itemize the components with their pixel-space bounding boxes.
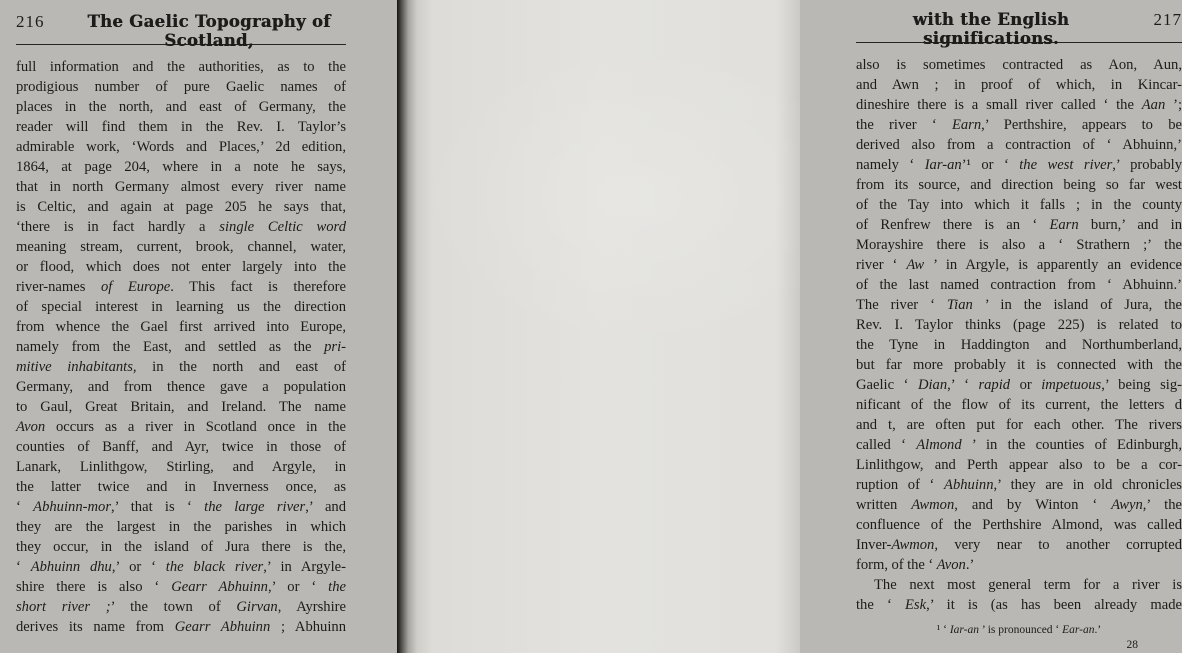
text-line: dineshire there is a small river called ‘ the Aan ’;: [856, 97, 1182, 113]
text-line: Rev. I. Taylor thinks (page 225) is related to: [856, 317, 1182, 333]
text-line: admirable work, ‘Words and Places,’ 2d edition,: [16, 139, 346, 155]
right-text-column: [856, 55, 1182, 615]
text-line: of the last named contraction from ‘ Abhuinn.’: [856, 277, 1182, 293]
text-line: called ‘ Almond ’ in the counties of Edinburgh,: [856, 437, 1182, 453]
footnote: ¹ ‘ Iar-an ’ is pronounced ‘ Ear-an.’: [936, 624, 1102, 636]
text-line: and t, are often put for each other. The rivers: [856, 417, 1182, 433]
left-running-title: The Gaelic Topography of Scotland,: [87, 12, 331, 50]
text-line: nificant of the flow of its current, the letters d: [856, 397, 1182, 413]
right-running-head: [856, 10, 1182, 48]
text-line: ‘there is in fact hardly a single Celtic word: [16, 219, 346, 235]
text-line: Linlithgow, and Perth appear also to be a cor-: [856, 457, 1182, 473]
text-line: places in the north, and east of Germany, the: [16, 99, 346, 115]
text-line: Morayshire there is also a ‘ Strathern ;’ the: [856, 237, 1182, 253]
text-line: meaning stream, current, brook, channel, water,: [16, 239, 346, 255]
text-line: Inver-Awmon, very near to another corrupted: [856, 537, 1182, 553]
text-line: shire there is also ‘ Gearr Abhuinn,’ or ‘ the: [16, 579, 346, 595]
text-line: that in north Germany almost every river name: [16, 179, 346, 195]
text-line: Avon occurs as a river in Scotland once in the: [16, 419, 346, 435]
text-line: from its source, and direction being so far west: [856, 177, 1182, 193]
text-line: they occur, in the island of Jura there is the,: [16, 539, 346, 555]
text-line: of Renfrew there is an ‘ Earn burn,’ and in: [856, 217, 1182, 233]
text-line: form, of the ‘ Avon.’: [856, 557, 975, 573]
text-line: and Awn ; in proof of which, in Kincar-: [856, 77, 1182, 93]
text-line: Germany, and from thence gave a population: [16, 379, 346, 395]
text-line: confluence of the Perthshire Almond, was called: [856, 517, 1182, 533]
text-line: full information and the authorities, as to the: [16, 59, 346, 75]
text-line: derived also from a contraction of ‘ Abhuinn,’: [856, 137, 1182, 153]
text-line: namely from the East, and settled as the pri-: [16, 339, 346, 355]
text-line: mitive inhabitants, in the north and east of: [16, 359, 346, 375]
left-running-head: [16, 12, 346, 50]
text-line: but far more probably it is connected with the: [856, 357, 1182, 373]
text-line: ‘ Abhuinn-mor,’ that is ‘ the large river,’ and: [16, 499, 347, 515]
left-page: [0, 0, 397, 653]
left-page-number: 216: [16, 12, 45, 31]
text-line: the Tyne in Haddington and Northumberland,: [856, 337, 1182, 353]
text-line: ‘ Abhuinn dhu,’ or ‘ the black river,’ in Argyle-: [16, 559, 346, 575]
text-line: is Celtic, and again at page 205 he says that,: [16, 199, 346, 215]
text-line: of special interest in learning us the direction: [16, 299, 346, 315]
right-page-number: 217: [1153, 10, 1182, 29]
text-line: the river ‘ Earn,’ Perthshire, appears to be: [856, 117, 1182, 133]
text-line: Lanark, Linlithgow, Stirling, and Argyle, in: [16, 459, 346, 475]
text-line: the latter twice and in Inverness once, as: [16, 479, 346, 495]
text-line: 1864, at page 204, where in a note he says,: [16, 159, 346, 175]
text-line: of the Tay into which it falls ; in the county: [856, 197, 1182, 213]
text-line: river-names of Europe. This fact is therefore: [16, 279, 346, 295]
text-line: namely ‘ Iar-an’¹ or ‘ the west river,’ probably: [856, 157, 1182, 173]
text-line: prodigious number of pure Gaelic names of: [16, 79, 346, 95]
signature-mark: 28: [1126, 639, 1138, 651]
left-text-column: [16, 57, 346, 637]
text-line: river ‘ Aw ’ in Argyle, is apparently an evidence: [856, 257, 1182, 273]
text-line: to Gaul, Great Britain, and Ireland. The name: [16, 399, 346, 415]
text-line: counties of Banff, and Ayr, twice in those of: [16, 439, 346, 455]
text-line: from whence the Gael first arrived into Europe,: [16, 319, 346, 335]
text-line: also is sometimes contracted as Aon, Aun,: [856, 57, 1182, 73]
text-line: derives its name from Gearr Abhuinn ; Abhuinn: [16, 619, 346, 635]
text-line: ruption of ‘ Abhuinn,’ they are in old chronicles: [856, 477, 1182, 493]
text-line: reader will find them in the Rev. I. Taylor’s: [16, 119, 346, 135]
text-line: or flood, which does not enter largely into the: [16, 259, 346, 275]
text-line: the ‘ Esk,’ it is (as has been already made: [856, 597, 1182, 613]
right-running-title: with the English significations.: [912, 10, 1070, 48]
text-line: written Awmon, and by Winton ‘ Awyn,’ the: [856, 497, 1182, 513]
text-line: The next most general term for a river is: [874, 577, 1182, 593]
text-line: The river ‘ Tian ’ in the island of Jura, the: [856, 297, 1182, 313]
text-line: short river ;’ the town of Girvan, Ayrshire: [16, 599, 346, 615]
right-page: [397, 0, 1182, 653]
text-line: Gaelic ‘ Dian,’ ‘ rapid or impetuous,’ being sig-: [856, 377, 1182, 393]
text-line: they are the largest in the parishes in which: [16, 519, 346, 535]
